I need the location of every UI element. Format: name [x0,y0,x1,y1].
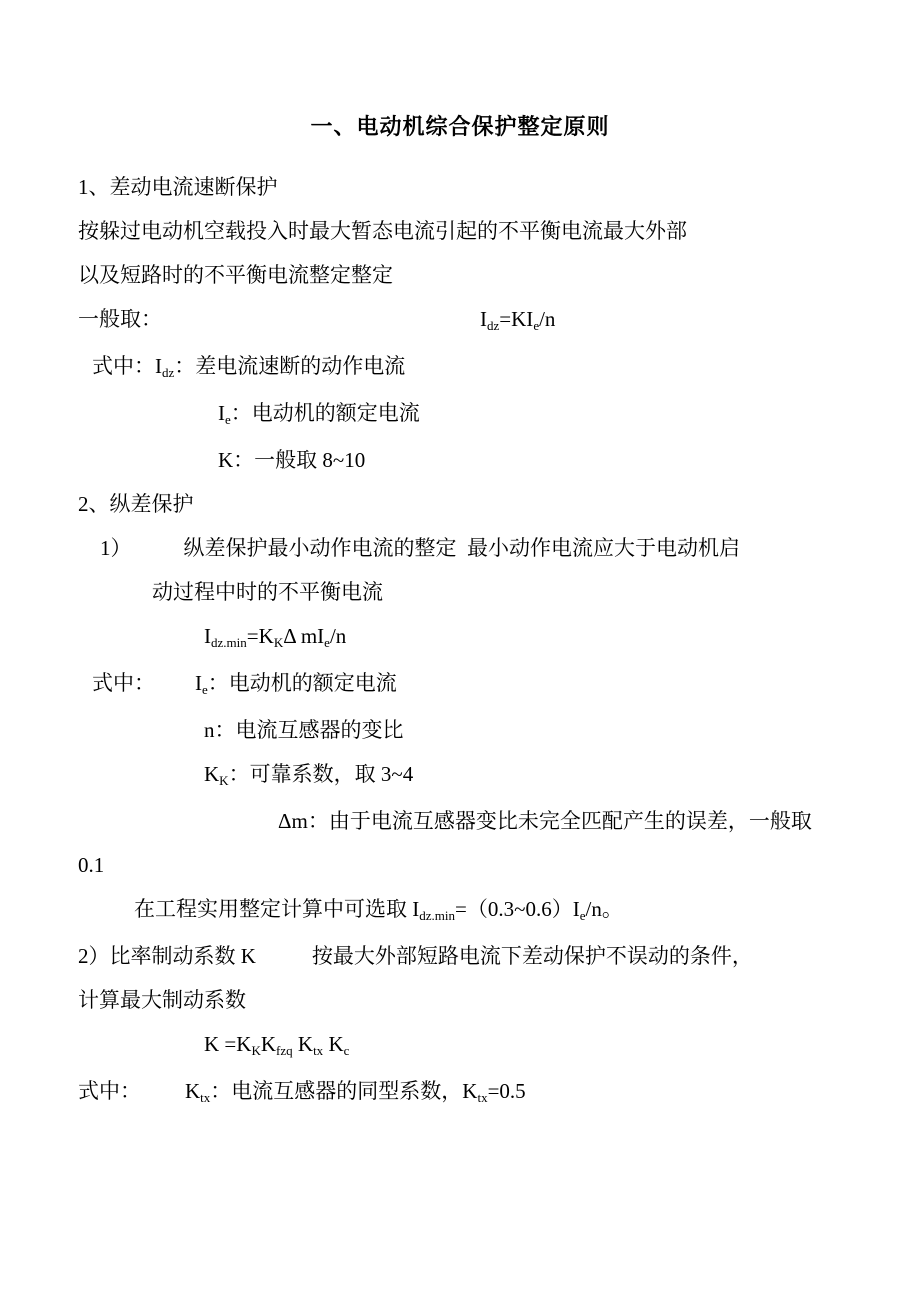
section-2-def-4-cont-text: 0.1 [78,852,105,877]
page-title-text: 一、电动机综合保护整定原则 [310,114,610,139]
formula-k-mid3: K [323,1031,344,1056]
section-2-item-2-pre: 2）比率制动系数 K [78,943,256,968]
section-2-note-end: /n。 [585,896,623,921]
section-1-def-2-pre: I [218,400,225,425]
section-2-note-sub2: e [579,908,586,924]
formula-k-mid2: K [292,1031,314,1056]
section-2-heading-text: 2、纵差保护 [78,491,194,516]
formula-idzmin-i: I [204,623,211,648]
section-1-line-1 [78,209,842,253]
section-2-def-4-cont [78,843,842,887]
section-2-def-1-post: ：电动机的额定电流 [207,670,397,695]
section-1-line-2 [78,253,842,297]
formula-idz-tail: /n [539,306,556,331]
section-1-def-1-post: ：差电流速断的动作电流 [174,353,406,378]
formula-idzmin-sub: dz.min [211,635,247,651]
section-2-def-label [78,661,842,708]
section-1-line-2-text: 以及短路时的不平衡电流整定整定 [78,262,393,287]
section-2-item-2-cont [78,978,842,1022]
section-1-heading [78,165,842,209]
section-2-def-5-pre: K [185,1078,201,1103]
section-2-note-pre: 在工程实用整定计算中可选取 I [134,896,420,921]
section-1-def-1-sub: dz [162,365,175,381]
section-2-def-3-sub: K [219,773,229,789]
formula-idz-sub: dz [487,318,500,334]
section-2-def-5 [78,1069,842,1116]
section-2-def-1-pre: I [195,670,202,695]
section-2-heading [78,482,842,526]
section-2-def-5-end: =0.5 [487,1078,526,1103]
formula-idzmin-eq: =K [246,623,274,648]
section-1-def-2-sub: e [225,412,231,428]
section-1-def-3 [78,438,842,482]
formula-idz [162,297,555,344]
section-2-item-1-number: 1） [100,535,132,560]
formula-k-sub3: tx [313,1043,324,1059]
formula-idzmin-sub2: K [273,635,284,651]
section-2-item-1-cont-text: 动过程中时的不平衡电流 [152,579,383,604]
section-1-formula-label: 一般取： [78,306,162,331]
section-2-def-3-pre: K [204,761,220,786]
section-2-note-sub: dz.min [419,908,456,924]
formula-k-sub4: c [343,1043,350,1059]
section-2-def-2-text: n：电流互感器的变比 [204,717,404,742]
formula-idzmin [78,614,842,661]
formula-k-pre: K =K [204,1031,252,1056]
formula-idz-i: I [480,306,487,331]
formula-idz-sub2: e [533,318,540,334]
section-1-def-1-pre: 式中：I [92,353,162,378]
section-2-item-2 [78,934,842,978]
section-2-def-4 [78,799,842,843]
section-2-def-5-sub2: tx [477,1090,488,1106]
formula-k-sub2: fzq [276,1043,293,1059]
formula-idzmin-tail: /n [329,623,347,648]
formula-idzmin-sub3: e [324,635,330,651]
section-2-def-3-post: ：可靠系数，取 3~4 [228,761,414,786]
section-1-line-1-text: 按躲过电动机空载投入时最大暂态电流引起的不平衡电流最大外部 [78,218,687,243]
section-1-def-3-text: K：一般取 8~10 [218,447,366,472]
section-2-item-1-cont [78,570,842,614]
section-1-def-2 [78,391,842,438]
section-2-def-5-label: 式中： [78,1078,141,1103]
formula-k-mid1: K [260,1031,277,1056]
section-2-note-mid: =（0.3~0.6）I [455,896,580,921]
section-2-item-2-post: 按最大外部短路电流下差动保护不误动的条件， [311,943,753,968]
page-title [78,112,842,143]
section-1-def-1 [78,344,842,391]
section-2-note [78,887,842,934]
section-2-def-4-text: Δm：由于电流互感器变比未完全匹配产生的误差，一般取 [278,808,812,833]
section-2-def-label-text: 式中： [92,670,155,695]
section-1-formula-line [78,297,842,344]
section-2-item-1 [78,526,842,570]
section-1-heading-text: 1、差动电流速断保护 [78,174,278,199]
formula-idzmin-dm: Δ mI [283,623,325,648]
section-2-item-2-cont-text: 计算最大制动系数 [78,987,246,1012]
section-2-def-5-sub: tx [200,1090,211,1106]
formula-k [78,1022,842,1069]
section-2-item-1-text: 纵差保护最小动作电流的整定 最小动作电流应大于电动机启 [183,535,740,560]
section-2-def-1-sub: e [202,682,208,698]
section-2-def-3 [78,752,842,799]
section-2-def-2 [78,708,842,752]
formula-idz-eq: =KI [499,306,534,331]
section-1-def-2-post: ：电动机的额定电流 [230,400,420,425]
section-2-def-5-post: ：电流互感器的同型系数，K [210,1078,478,1103]
formula-k-sub1: K [251,1043,261,1059]
